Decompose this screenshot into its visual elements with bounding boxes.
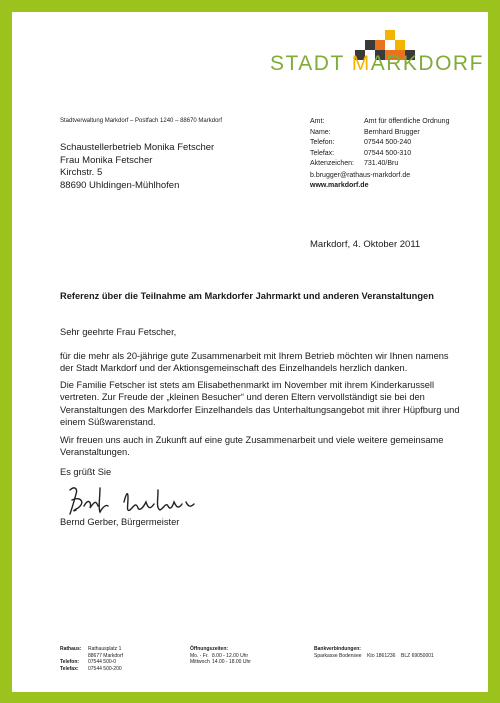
footer-bank-details: Bankverbindungen: Sparkasse Bodensee Kto 1861236 BLZ 69050001 xyxy=(314,646,434,659)
recipient-line: Schaustellerbetrieb Monika Fetscher xyxy=(60,142,215,153)
letter-page xyxy=(12,12,488,692)
letter-date: Markdorf, 4. Oktober 2011 xyxy=(310,239,421,250)
handwritten-signature xyxy=(66,480,216,520)
body-paragraph: Wir freuen uns auch in Zukunft auf eine gute Zusammenarbeit und viele weitere gemeinsame Veranstaltungen. xyxy=(60,435,444,458)
recipient-address xyxy=(60,142,214,192)
info-row: Telefon: 07544 500-240 xyxy=(310,139,412,146)
signer-name: Bernd Gerber, Bürgermeister xyxy=(60,517,180,527)
contact-email-link[interactable]: b.brugger@rathaus-markdorf.de xyxy=(310,171,411,179)
info-row: Aktenzeichen: 731.40/Bru xyxy=(310,160,399,167)
body-paragraph: Die Familie Fetscher ist stets am Elisabethenmarkt im November mit ihrem Kinderkarussell vertreten. Zur Freude der „kleinen Besucher“ und deren Eltern vervollständigt sie bei den Veranstaltungen des Markdorfer Einzelhandels das Unterhaltungsangebot mit ihrer Hüpfburg und einem Süßwarenstand. xyxy=(60,380,460,427)
letter-subject: Referenz über die Teilnahme am Markdorfer Jahrmarkt und anderen Veranstaltungen xyxy=(60,291,434,301)
salutation: Sehr geehrte Frau Fetscher, xyxy=(60,327,177,337)
info-row: Name: Bernhard Brugger xyxy=(310,128,420,136)
city-logo-text: STADT MARKDORF xyxy=(270,52,484,75)
body-paragraph: für die mehr als 20-jährige gute Zusammenarbeit mit Ihrem Betrieb möchten wir Ihnen namens der Stadt Markdorf und der Aktionsgemeinschaft des Einzelhandels herzlich danken. xyxy=(60,351,449,374)
footer-town-hall: Rathaus: Rathausplatz 1 88677 Markdorf Telefon: 07544 500-0 Telefax: 07544 500-200 xyxy=(60,646,124,672)
footer-opening-hours: Öffnungszeiten: Mo. - Fr. 8.00 - 12.00 Uhr Mittwoch 14.00 - 18.00 Uhr xyxy=(190,646,251,665)
info-row: Amt: Amt für öffentliche Ordnung xyxy=(310,118,450,125)
info-row: Telefax: 07544 500-310 xyxy=(310,149,412,157)
website-link[interactable]: www.markdorf.de xyxy=(310,182,369,189)
recipient-line: Frau Monika Fetscher xyxy=(60,154,153,166)
sender-return-address: Stadtverwaltung Markdorf – Postfach 1240 – 88670 Markdorf xyxy=(60,118,223,124)
closing-phrase: Es grüßt Sie xyxy=(60,467,112,477)
recipient-line: Kirchstr. 5 xyxy=(60,167,103,178)
recipient-line: 88690 Uhldingen-Mühlhofen xyxy=(60,179,180,191)
contact-info-block xyxy=(310,117,449,192)
